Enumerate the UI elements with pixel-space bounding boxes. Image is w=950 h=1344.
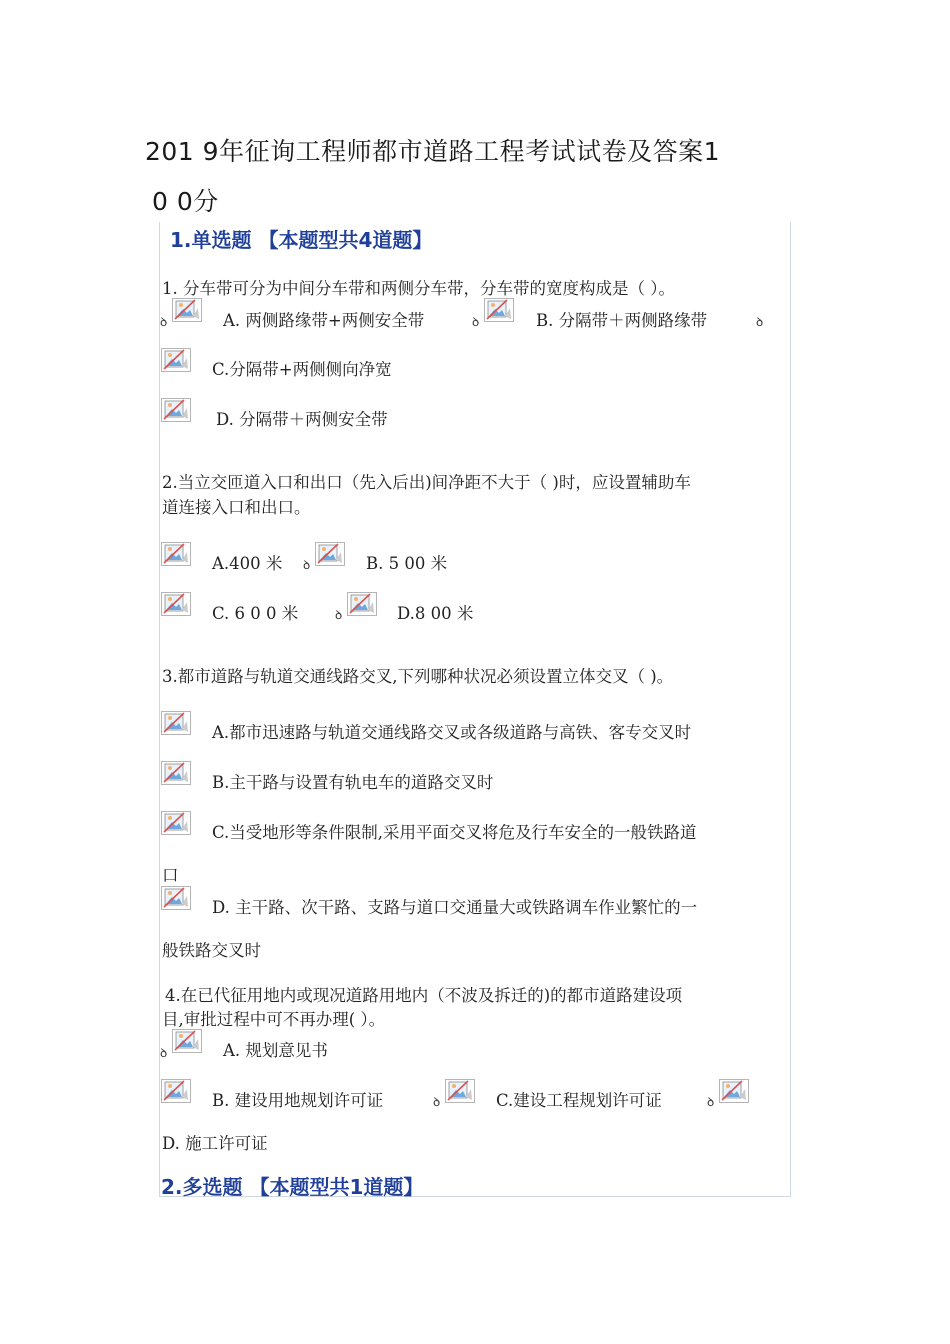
question-1-stem: 1. 分车带可分为中间分车带和两侧分车带，分车带的宽度构成是（ ）。 xyxy=(162,279,675,298)
broken-image-icon xyxy=(172,1029,202,1053)
broken-image-icon xyxy=(161,398,191,422)
question-4-stem-line2: 目,审批过程中可不再办理( ）。 xyxy=(162,1010,386,1029)
section-multiple-choice-heading: 2.多选题 【本题型共1道题】 xyxy=(161,1175,424,1199)
anchor-mark: ꝺ xyxy=(707,1095,715,1109)
question-1-option-a: A. 两侧路缘带+两侧安全带 xyxy=(223,311,425,330)
question-3-option-d-line1: D. 主干路、次干路、支路与道口交通量大或铁路调车作业繁忙的一 xyxy=(212,898,698,917)
broken-image-icon xyxy=(445,1079,475,1103)
anchor-mark: ꝺ xyxy=(433,1095,441,1109)
anchor-mark: ꝺ xyxy=(756,315,764,329)
question-2-option-c: C. 6 0 0 米 xyxy=(212,604,299,623)
question-3-stem: 3.都市道路与轨道交通线路交叉,下列哪种状况必须设置立体交叉（ )。 xyxy=(162,667,674,686)
question-3-option-b: B.主干路与设置有轨电车的道路交叉时 xyxy=(212,773,494,792)
question-4-stem-line1: 4.在已代征用地内或现况道路用地内（不波及拆迁的)的都市道路建设项 xyxy=(165,986,683,1005)
document-title-line2: 0 0分 xyxy=(152,187,219,216)
broken-image-icon xyxy=(161,1079,191,1103)
broken-image-icon xyxy=(484,298,514,322)
question-4-option-c: C.建设工程规划许可证 xyxy=(496,1091,662,1110)
question-4-option-a: A. 规划意见书 xyxy=(223,1041,328,1060)
broken-image-icon xyxy=(161,811,191,835)
anchor-mark: ꝺ xyxy=(160,315,168,329)
question-2-option-d: D.8 00 米 xyxy=(397,604,474,623)
question-1-option-c: C.分隔带+两侧侧向净宽 xyxy=(212,360,392,379)
broken-image-icon xyxy=(347,592,377,616)
section-single-choice-heading: 1.单选题 【本题型共4道题】 xyxy=(170,228,433,252)
question-3-option-c-line1: C.当受地形等条件限制,采用平面交叉将危及行车安全的一般铁路道 xyxy=(212,823,697,842)
anchor-mark: ꝺ xyxy=(160,1046,168,1060)
anchor-mark: ꝺ xyxy=(472,315,480,329)
question-2-stem-line1: 2.当立交匝道入口和出口（先入后出)间净距不大于（ )时，应设置辅助车 xyxy=(162,473,691,492)
question-3-option-c-line2: 口 xyxy=(162,866,179,885)
broken-image-icon xyxy=(161,761,191,785)
broken-image-icon xyxy=(161,542,191,566)
document-title-line1: 201 9年征询工程师都市道路工程考试试卷及答案1 xyxy=(145,137,720,166)
question-2-stem-line2: 道连接入口和出口。 xyxy=(162,498,311,517)
question-1-option-b: B. 分隔带＋两侧路缘带 xyxy=(536,311,708,330)
broken-image-icon xyxy=(161,592,191,616)
broken-image-icon xyxy=(161,348,191,372)
question-4-option-d: D. 施工许可证 xyxy=(162,1134,268,1153)
anchor-mark: ꝺ xyxy=(303,558,311,572)
question-3-option-d-line2: 般铁路交叉时 xyxy=(162,941,261,960)
question-2-option-b: B. 5 00 米 xyxy=(366,554,448,573)
question-2-option-a: A.400 米 xyxy=(212,554,283,573)
broken-image-icon xyxy=(161,886,191,910)
question-3-option-a: A.都市迅速路与轨道交通线路交叉或各级道路与高铁、客专交叉时 xyxy=(212,723,692,742)
question-4-option-b: B. 建设用地规划许可证 xyxy=(212,1091,384,1110)
broken-image-icon xyxy=(172,298,202,322)
broken-image-icon xyxy=(719,1079,749,1103)
broken-image-icon xyxy=(315,542,345,566)
broken-image-icon xyxy=(161,711,191,735)
question-1-option-d: D. 分隔带＋两侧安全带 xyxy=(216,410,388,429)
anchor-mark: ꝺ xyxy=(335,608,343,622)
